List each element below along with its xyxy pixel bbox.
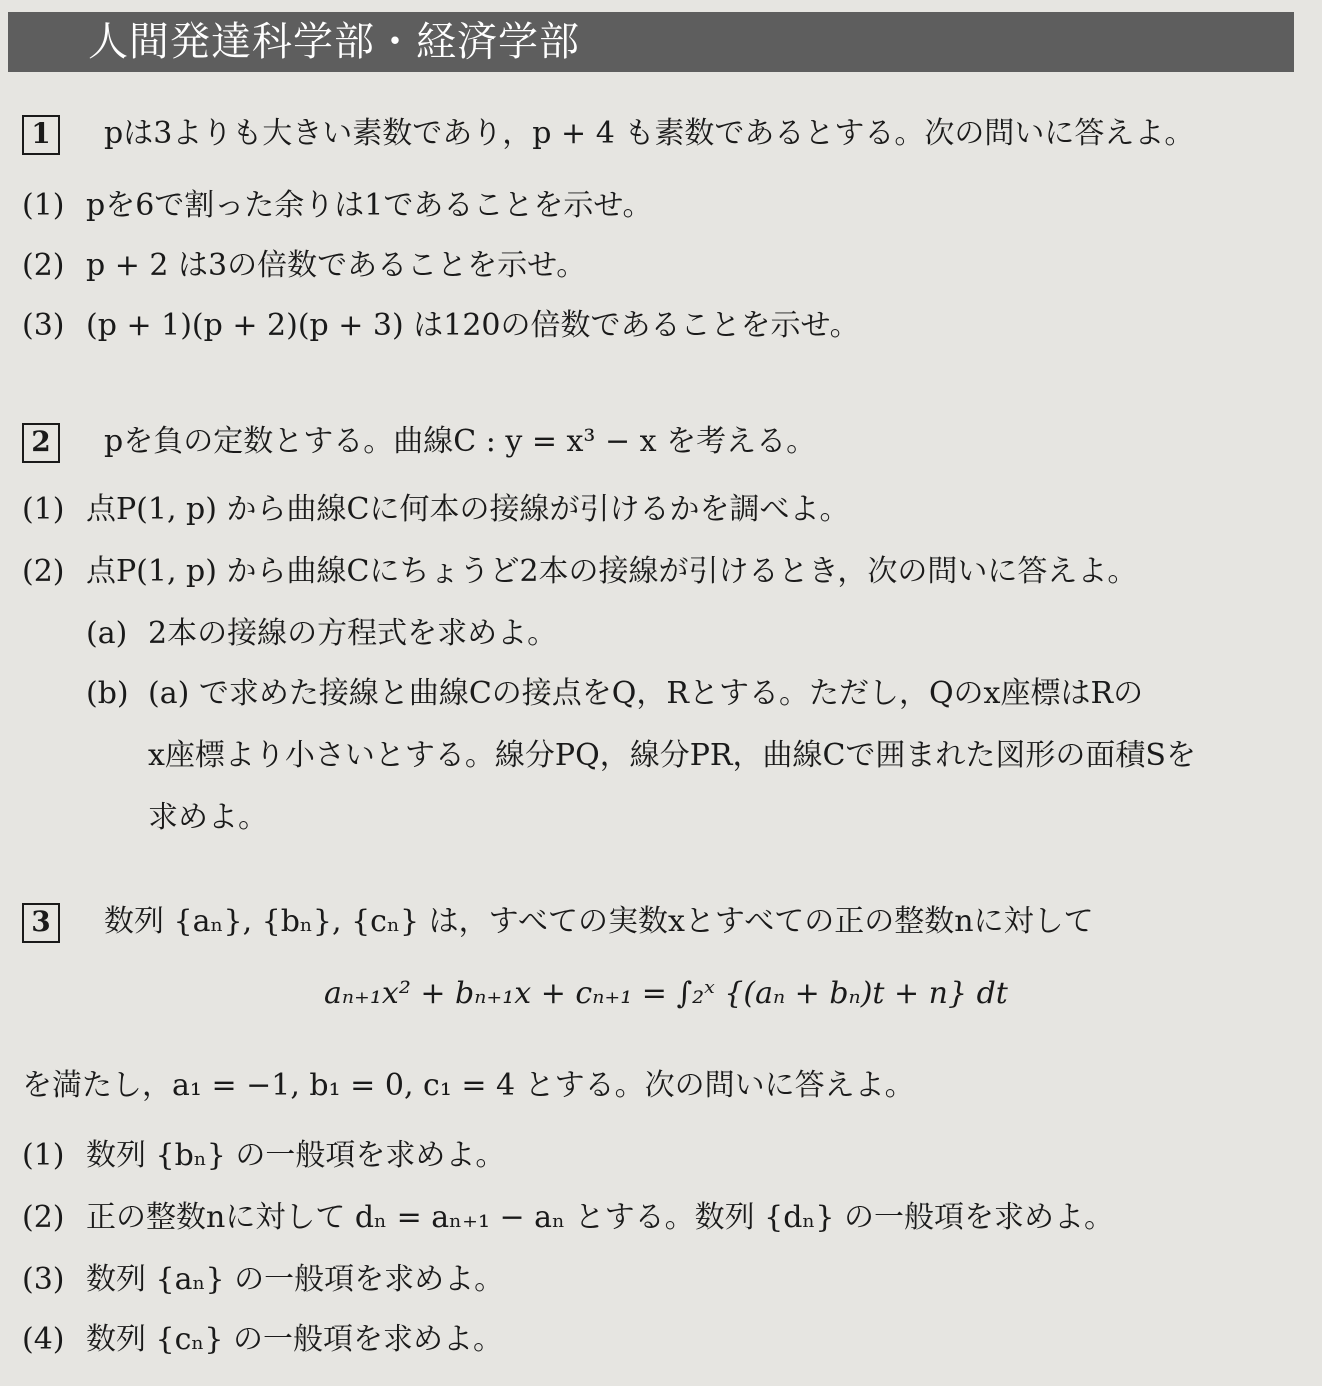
q-label: (2) bbox=[22, 1200, 65, 1235]
q-text: pを6で割った余りは1であることを示せ。 bbox=[86, 188, 653, 223]
q-text: 点P(1, p) から曲線Cに何本の接線が引けるかを調べよ。 bbox=[86, 492, 850, 527]
q-text: (p + 1)(p + 2)(p + 3) は120の倍数であることを示せ。 bbox=[86, 308, 860, 343]
q-text: p + 2 は3の倍数であることを示せ。 bbox=[86, 248, 587, 283]
problem-2-q2 bbox=[22, 552, 1137, 592]
q-text: 数列 {bₙ} の一般項を求めよ。 bbox=[86, 1138, 506, 1173]
q-label: (3) bbox=[22, 1262, 65, 1297]
problem-number-3: 3 bbox=[22, 903, 60, 943]
problem-2-qb-line3: 求めよ。 bbox=[148, 800, 268, 835]
recurrence-formula: aₙ₊₁x² + bₙ₊₁x + cₙ₊₁ = ∫₂ˣ {(aₙ + bₙ)t + n} dt bbox=[324, 976, 1008, 1011]
problem-2-qb-line2: x座標より小さいとする。線分PQ，線分PR，曲線Cで囲まれた図形の面積Sを bbox=[148, 738, 1196, 773]
q-label: (1) bbox=[22, 188, 65, 223]
q-text: 正の整数nに対して dₙ = aₙ₊₁ − aₙ とする。数列 {dₙ} の一般項を求めよ。 bbox=[86, 1200, 1115, 1235]
problem-1-q3 bbox=[22, 306, 860, 346]
problem-3-q2 bbox=[22, 1198, 1114, 1238]
sub-text: 2本の接線の方程式を求めよ。 bbox=[148, 616, 558, 651]
page-title: 人間発達科学部・経済学部 bbox=[8, 12, 1294, 72]
q-text: 数列 {cₙ} の一般項を求めよ。 bbox=[86, 1322, 504, 1357]
problem-number-1: 1 bbox=[22, 115, 60, 155]
problem-2-qb bbox=[86, 674, 1143, 714]
problem-2-qa bbox=[86, 614, 557, 654]
problem-1-text: pは3よりも大きい素数であり，p + 4 も素数であるとする。次の問いに答えよ。 bbox=[104, 116, 1195, 151]
problem-2-intro bbox=[22, 422, 816, 463]
problem-1-q2 bbox=[22, 246, 586, 286]
problem-3-condition: を満たし，a₁ = −1, b₁ = 0, c₁ = 4 とする。次の問いに答えよ。 bbox=[22, 1068, 915, 1103]
sub-text: (a) で求めた接線と曲線Cの接点をQ，Rとする。ただし，Qのx座標はRの bbox=[148, 676, 1144, 711]
q-text: 数列 {aₙ} の一般項を求めよ。 bbox=[86, 1262, 505, 1297]
problem-2-text: pを負の定数とする。曲線C : y = x³ − x を考える。 bbox=[104, 424, 817, 459]
sub-label: (a) bbox=[86, 616, 128, 651]
problem-3-q1 bbox=[22, 1136, 505, 1176]
q-label: (2) bbox=[22, 248, 65, 283]
q-label: (2) bbox=[22, 554, 65, 589]
q-text: 点P(1, p) から曲線Cにちょうど2本の接線が引けるとき，次の問いに答えよ。 bbox=[86, 554, 1138, 589]
problem-3-q3 bbox=[22, 1260, 504, 1300]
problem-1-intro bbox=[22, 114, 1194, 155]
problem-2-q1 bbox=[22, 490, 849, 530]
problem-3-q4 bbox=[22, 1320, 503, 1360]
sub-label: (b) bbox=[86, 676, 129, 711]
q-label: (1) bbox=[22, 1138, 65, 1173]
q-label: (3) bbox=[22, 308, 65, 343]
problem-3-intro bbox=[22, 902, 1094, 943]
q-label: (4) bbox=[22, 1322, 65, 1357]
problem-1-q1 bbox=[22, 186, 652, 226]
problem-3-text: 数列 {aₙ}, {bₙ}, {cₙ} は，すべての実数xとすべての正の整数nに対して bbox=[104, 904, 1094, 939]
problem-number-2: 2 bbox=[22, 423, 60, 463]
q-label: (1) bbox=[22, 492, 65, 527]
